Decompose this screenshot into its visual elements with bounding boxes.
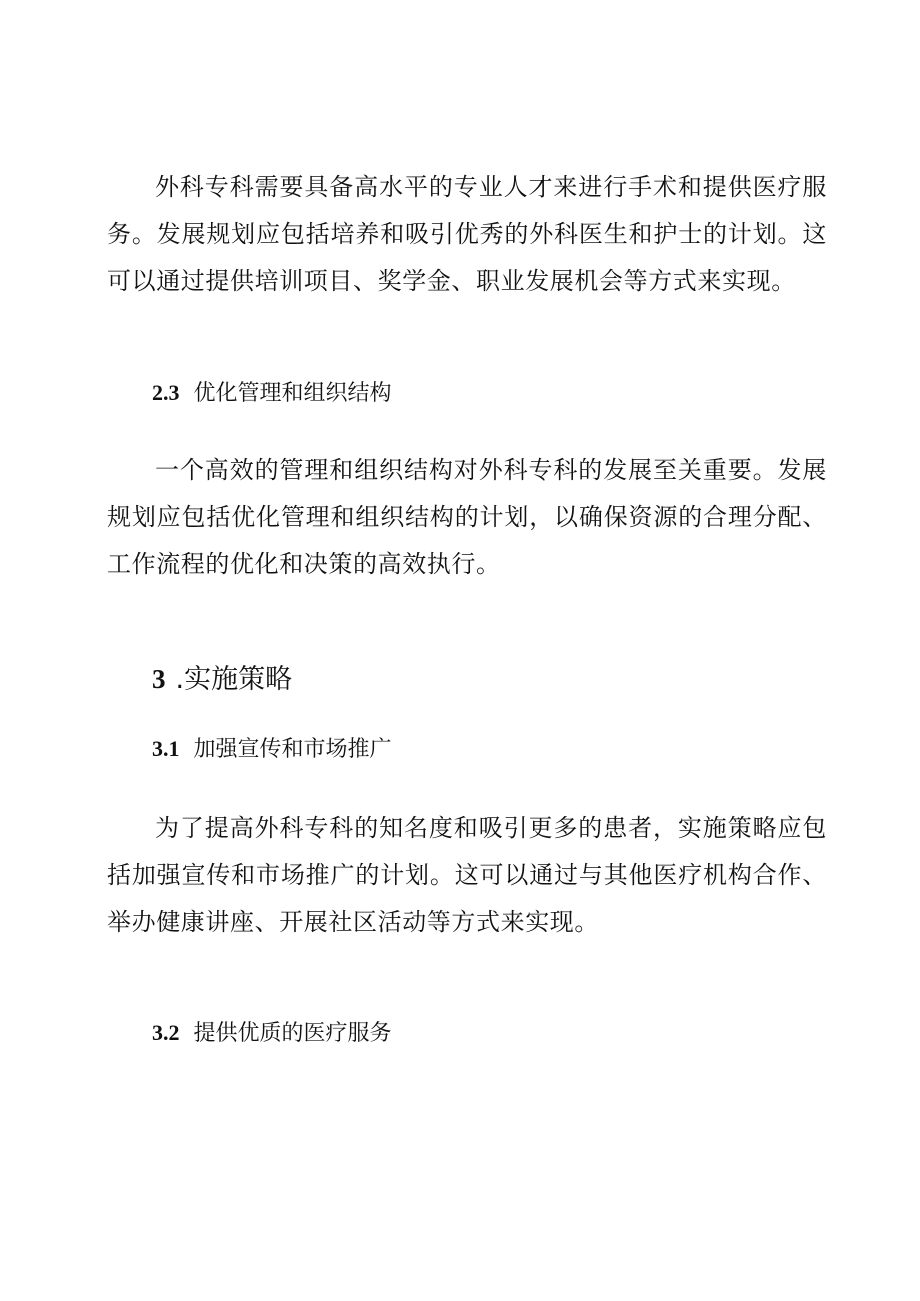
heading-3-2-title: 提供优质的医疗服务 (193, 1021, 392, 1046)
heading-3 (152, 661, 292, 698)
heading-3-2-number: 3.2 (152, 1020, 180, 1045)
heading-2-3 (152, 378, 392, 409)
paragraph-management-structure: 一个高效的管理和组织结构对外科专科的发展至关重要。发展规划应包括优化管理和组织结构的计划，以确保资源的合理分配、工作流程的优化和决策的高效执行。 (107, 456, 827, 578)
heading-2-3-title: 优化管理和组织结构 (193, 381, 392, 406)
paragraph-promotion: 为了提高外科专科的知名度和吸引更多的患者，实施策略应包括加强宣传和市场推广的计划。这可以通过与其他医疗机构合作、举办健康讲座、开展社区活动等方式来实现。 (107, 814, 827, 936)
heading-3-number: 3 (152, 664, 166, 694)
heading-3-2 (152, 1018, 392, 1049)
heading-2-3-number: 2.3 (152, 380, 180, 405)
heading-3-1-title: 加强宣传和市场推广 (193, 737, 392, 762)
paragraph-talent-development: 外科专科需要具备高水平的专业人才来进行手术和提供医疗服务。发展规划应包括培养和吸引优秀的外科医生和护士的计划。这可以通过提供培训项目、奖学金、职业发展机会等方式来实现。 (107, 173, 827, 295)
heading-3-1-number: 3.1 (152, 736, 180, 761)
heading-3-title: .实施策略 (175, 664, 293, 695)
heading-3-1 (152, 734, 392, 765)
